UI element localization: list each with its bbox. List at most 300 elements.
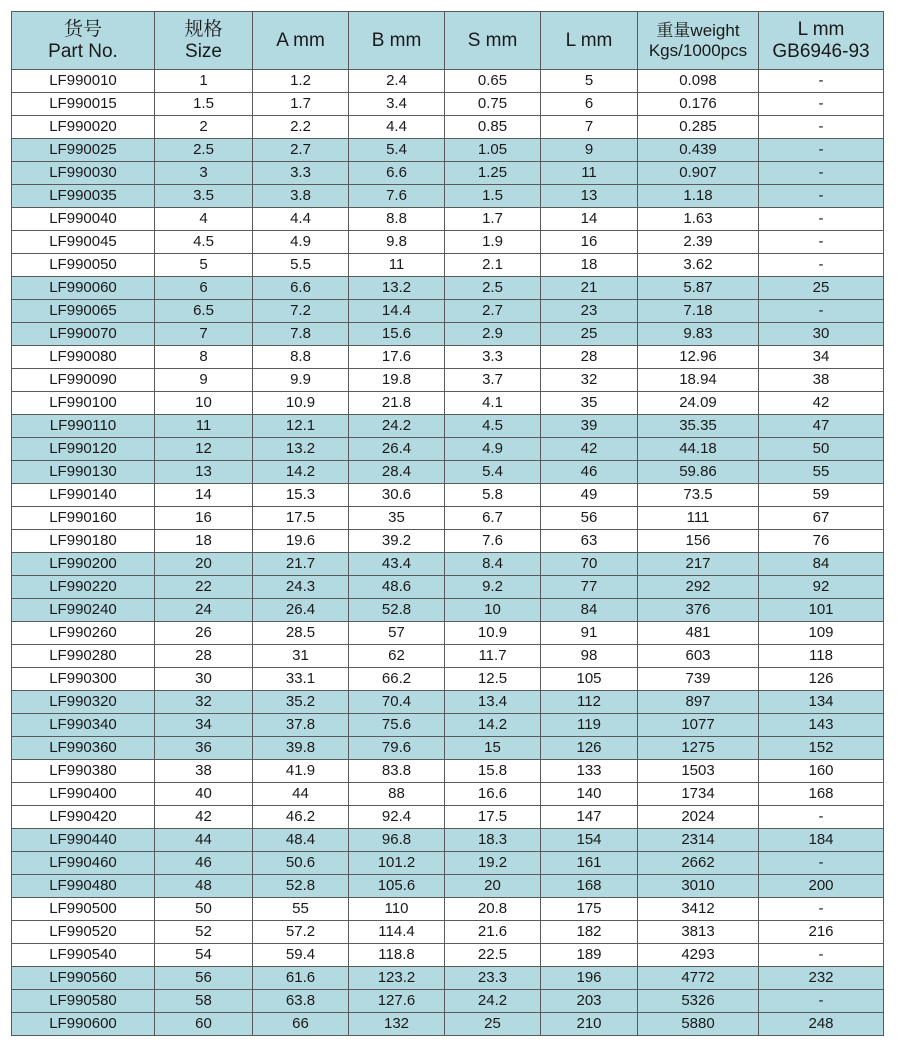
table-row: [12, 507, 884, 530]
cell-l: 7: [541, 116, 638, 139]
cell-b: 4.4: [349, 116, 445, 139]
cell-l-standard: 67: [759, 507, 884, 530]
cell-l-standard: -: [759, 116, 884, 139]
cell-s: 16.6: [445, 783, 541, 806]
cell-part-no: LF990320: [12, 691, 155, 714]
cell-size: 40: [155, 783, 253, 806]
cell-b: 114.4: [349, 921, 445, 944]
cell-b: 2.4: [349, 70, 445, 93]
cell-l-standard: 143: [759, 714, 884, 737]
cell-weight: 12.96: [638, 346, 759, 369]
cell-part-no: LF990440: [12, 829, 155, 852]
cell-part-no: LF990050: [12, 254, 155, 277]
cell-size: 34: [155, 714, 253, 737]
cell-size: 5: [155, 254, 253, 277]
cell-s: 2.7: [445, 300, 541, 323]
table-row: [12, 714, 884, 737]
cell-l: 28: [541, 346, 638, 369]
cell-s: 14.2: [445, 714, 541, 737]
cell-l-standard: 184: [759, 829, 884, 852]
cell-part-no: LF990030: [12, 162, 155, 185]
cell-weight: 9.83: [638, 323, 759, 346]
cell-l-standard: 118: [759, 645, 884, 668]
cell-part-no: LF990600: [12, 1013, 155, 1036]
cell-l-standard: -: [759, 300, 884, 323]
cell-a: 9.9: [253, 369, 349, 392]
table-row: [12, 691, 884, 714]
table-row: [12, 875, 884, 898]
cell-b: 101.2: [349, 852, 445, 875]
cell-l-standard: 216: [759, 921, 884, 944]
cell-l: 140: [541, 783, 638, 806]
cell-s: 1.05: [445, 139, 541, 162]
cell-size: 10: [155, 392, 253, 415]
cell-size: 58: [155, 990, 253, 1013]
cell-l: 203: [541, 990, 638, 1013]
cell-a: 10.9: [253, 392, 349, 415]
cell-size: 26: [155, 622, 253, 645]
cell-s: 2.5: [445, 277, 541, 300]
table-row: [12, 231, 884, 254]
cell-part-no: LF990025: [12, 139, 155, 162]
header-size-cn: 规格: [184, 18, 223, 40]
table-row: [12, 346, 884, 369]
cell-a: 35.2: [253, 691, 349, 714]
header-part-no: [12, 12, 155, 70]
table-row: [12, 553, 884, 576]
cell-weight: 0.439: [638, 139, 759, 162]
header-weight-cn: 重量weight: [656, 20, 740, 40]
cell-b: 83.8: [349, 760, 445, 783]
table-row: [12, 760, 884, 783]
cell-size: 42: [155, 806, 253, 829]
cell-b: 13.2: [349, 277, 445, 300]
cell-l-standard: -: [759, 185, 884, 208]
cell-size: 2.5: [155, 139, 253, 162]
header-l: L mm: [541, 12, 638, 70]
cell-size: 12: [155, 438, 253, 461]
cell-part-no: LF990400: [12, 783, 155, 806]
cell-part-no: LF990040: [12, 208, 155, 231]
cell-l: 126: [541, 737, 638, 760]
cell-weight: 3813: [638, 921, 759, 944]
cell-l-standard: 34: [759, 346, 884, 369]
cell-size: 16: [155, 507, 253, 530]
cell-part-no: LF990540: [12, 944, 155, 967]
cell-size: 1: [155, 70, 253, 93]
cell-weight: 217: [638, 553, 759, 576]
cell-a: 41.9: [253, 760, 349, 783]
table-header: [12, 12, 884, 70]
table-row: [12, 438, 884, 461]
cell-size: 20: [155, 553, 253, 576]
table-row: [12, 737, 884, 760]
header-part-no-cn: 货号: [63, 18, 102, 40]
table-row: [12, 484, 884, 507]
cell-weight: 3412: [638, 898, 759, 921]
cell-l: 154: [541, 829, 638, 852]
cell-weight: 59.86: [638, 461, 759, 484]
cell-a: 55: [253, 898, 349, 921]
table-row: [12, 208, 884, 231]
cell-l-standard: -: [759, 208, 884, 231]
cell-s: 19.2: [445, 852, 541, 875]
cell-s: 25: [445, 1013, 541, 1036]
spec-table-container: [11, 11, 884, 1036]
cell-weight: 0.098: [638, 70, 759, 93]
cell-size: 48: [155, 875, 253, 898]
cell-b: 118.8: [349, 944, 445, 967]
cell-s: 5.8: [445, 484, 541, 507]
cell-size: 50: [155, 898, 253, 921]
cell-weight: 376: [638, 599, 759, 622]
cell-l-standard: 55: [759, 461, 884, 484]
cell-l: 112: [541, 691, 638, 714]
cell-part-no: LF990035: [12, 185, 155, 208]
cell-part-no: LF990480: [12, 875, 155, 898]
cell-l: 32: [541, 369, 638, 392]
cell-weight: 481: [638, 622, 759, 645]
cell-l-standard: 168: [759, 783, 884, 806]
cell-weight: 73.5: [638, 484, 759, 507]
cell-l: 42: [541, 438, 638, 461]
cell-a: 63.8: [253, 990, 349, 1013]
cell-size: 38: [155, 760, 253, 783]
cell-part-no: LF990090: [12, 369, 155, 392]
cell-l: 56: [541, 507, 638, 530]
table-row: [12, 461, 884, 484]
cell-b: 48.6: [349, 576, 445, 599]
cell-size: 30: [155, 668, 253, 691]
cell-s: 9.2: [445, 576, 541, 599]
cell-weight: 5326: [638, 990, 759, 1013]
cell-weight: 1077: [638, 714, 759, 737]
cell-l: 77: [541, 576, 638, 599]
cell-b: 8.8: [349, 208, 445, 231]
cell-l-standard: -: [759, 70, 884, 93]
cell-b: 9.8: [349, 231, 445, 254]
cell-weight: 18.94: [638, 369, 759, 392]
cell-a: 61.6: [253, 967, 349, 990]
header-l-standard-2: GB6946-93: [772, 40, 870, 62]
cell-l-standard: -: [759, 990, 884, 1013]
header-a: A mm: [253, 12, 349, 70]
cell-a: 7.8: [253, 323, 349, 346]
cell-weight: 5880: [638, 1013, 759, 1036]
cell-s: 23.3: [445, 967, 541, 990]
cell-a: 12.1: [253, 415, 349, 438]
cell-s: 0.85: [445, 116, 541, 139]
cell-b: 57: [349, 622, 445, 645]
cell-part-no: LF990360: [12, 737, 155, 760]
table-row: [12, 806, 884, 829]
header-weight: [638, 12, 759, 70]
cell-s: 1.7: [445, 208, 541, 231]
cell-a: 17.5: [253, 507, 349, 530]
cell-s: 5.4: [445, 461, 541, 484]
cell-b: 43.4: [349, 553, 445, 576]
header-row: [12, 12, 884, 70]
cell-l: 49: [541, 484, 638, 507]
cell-s: 21.6: [445, 921, 541, 944]
table-row: [12, 783, 884, 806]
cell-s: 10: [445, 599, 541, 622]
header-l-standard-1: L mm: [797, 18, 845, 40]
cell-weight: 4293: [638, 944, 759, 967]
cell-a: 52.8: [253, 875, 349, 898]
cell-l: 196: [541, 967, 638, 990]
cell-l-standard: 101: [759, 599, 884, 622]
table-row: [12, 829, 884, 852]
cell-s: 1.5: [445, 185, 541, 208]
cell-s: 1.9: [445, 231, 541, 254]
table-row: [12, 576, 884, 599]
cell-weight: 1503: [638, 760, 759, 783]
cell-part-no: LF990045: [12, 231, 155, 254]
cell-part-no: LF990260: [12, 622, 155, 645]
cell-weight: 1.63: [638, 208, 759, 231]
cell-l-standard: -: [759, 162, 884, 185]
cell-b: 3.4: [349, 93, 445, 116]
cell-size: 8: [155, 346, 253, 369]
table-row: [12, 70, 884, 93]
cell-l-standard: -: [759, 944, 884, 967]
cell-a: 4.4: [253, 208, 349, 231]
cell-l: 98: [541, 645, 638, 668]
cell-weight: 2314: [638, 829, 759, 852]
cell-part-no: LF990110: [12, 415, 155, 438]
cell-l: 189: [541, 944, 638, 967]
cell-weight: 44.18: [638, 438, 759, 461]
cell-weight: 739: [638, 668, 759, 691]
cell-s: 6.7: [445, 507, 541, 530]
cell-l: 84: [541, 599, 638, 622]
cell-weight: 2024: [638, 806, 759, 829]
cell-b: 88: [349, 783, 445, 806]
table-body: [12, 70, 884, 1036]
cell-l: 182: [541, 921, 638, 944]
cell-s: 1.25: [445, 162, 541, 185]
table-row: [12, 369, 884, 392]
cell-a: 50.6: [253, 852, 349, 875]
cell-s: 0.65: [445, 70, 541, 93]
cell-s: 15: [445, 737, 541, 760]
cell-size: 9: [155, 369, 253, 392]
cell-weight: 0.907: [638, 162, 759, 185]
cell-l: 175: [541, 898, 638, 921]
cell-size: 6.5: [155, 300, 253, 323]
cell-s: 2.1: [445, 254, 541, 277]
table-row: [12, 93, 884, 116]
cell-l: 25: [541, 323, 638, 346]
cell-s: 20: [445, 875, 541, 898]
cell-l: 46: [541, 461, 638, 484]
table-row: [12, 139, 884, 162]
cell-size: 6: [155, 277, 253, 300]
cell-s: 17.5: [445, 806, 541, 829]
cell-part-no: LF990010: [12, 70, 155, 93]
cell-a: 2.2: [253, 116, 349, 139]
cell-size: 4: [155, 208, 253, 231]
header-size: [155, 12, 253, 70]
table-row: [12, 254, 884, 277]
cell-l: 133: [541, 760, 638, 783]
cell-l: 39: [541, 415, 638, 438]
cell-size: 4.5: [155, 231, 253, 254]
cell-part-no: LF990130: [12, 461, 155, 484]
cell-size: 32: [155, 691, 253, 714]
spec-table: [11, 11, 884, 1036]
cell-l-standard: 50: [759, 438, 884, 461]
cell-part-no: LF990065: [12, 300, 155, 323]
cell-l: 13: [541, 185, 638, 208]
cell-b: 7.6: [349, 185, 445, 208]
cell-s: 3.3: [445, 346, 541, 369]
header-weight-en: Kgs/1000pcs: [648, 40, 748, 60]
cell-a: 31: [253, 645, 349, 668]
cell-b: 21.8: [349, 392, 445, 415]
cell-l-standard: 84: [759, 553, 884, 576]
cell-l-standard: 248: [759, 1013, 884, 1036]
cell-l: 147: [541, 806, 638, 829]
cell-l: 91: [541, 622, 638, 645]
table-row: [12, 990, 884, 1013]
cell-part-no: LF990060: [12, 277, 155, 300]
cell-l-standard: 42: [759, 392, 884, 415]
cell-b: 39.2: [349, 530, 445, 553]
cell-b: 14.4: [349, 300, 445, 323]
cell-a: 39.8: [253, 737, 349, 760]
cell-a: 7.2: [253, 300, 349, 323]
cell-a: 14.2: [253, 461, 349, 484]
cell-part-no: LF990070: [12, 323, 155, 346]
cell-l: 210: [541, 1013, 638, 1036]
cell-b: 35: [349, 507, 445, 530]
cell-b: 70.4: [349, 691, 445, 714]
cell-l-standard: 134: [759, 691, 884, 714]
cell-part-no: LF990080: [12, 346, 155, 369]
cell-l-standard: -: [759, 898, 884, 921]
cell-s: 0.75: [445, 93, 541, 116]
cell-part-no: LF990015: [12, 93, 155, 116]
header-b: B mm: [349, 12, 445, 70]
cell-l: 105: [541, 668, 638, 691]
cell-part-no: LF990340: [12, 714, 155, 737]
cell-size: 2: [155, 116, 253, 139]
cell-a: 24.3: [253, 576, 349, 599]
cell-l-standard: 25: [759, 277, 884, 300]
cell-part-no: LF990100: [12, 392, 155, 415]
cell-part-no: LF990420: [12, 806, 155, 829]
cell-size: 3.5: [155, 185, 253, 208]
cell-s: 22.5: [445, 944, 541, 967]
cell-part-no: LF990020: [12, 116, 155, 139]
cell-a: 1.2: [253, 70, 349, 93]
cell-s: 2.9: [445, 323, 541, 346]
cell-a: 33.1: [253, 668, 349, 691]
cell-l: 5: [541, 70, 638, 93]
cell-s: 10.9: [445, 622, 541, 645]
cell-weight: 2.39: [638, 231, 759, 254]
cell-l: 35: [541, 392, 638, 415]
cell-size: 56: [155, 967, 253, 990]
cell-l: 70: [541, 553, 638, 576]
cell-l-standard: 109: [759, 622, 884, 645]
cell-weight: 35.35: [638, 415, 759, 438]
cell-s: 15.8: [445, 760, 541, 783]
cell-weight: 7.18: [638, 300, 759, 323]
cell-part-no: LF990200: [12, 553, 155, 576]
cell-size: 44: [155, 829, 253, 852]
cell-l-standard: -: [759, 231, 884, 254]
cell-a: 48.4: [253, 829, 349, 852]
cell-l: 168: [541, 875, 638, 898]
table-row: [12, 530, 884, 553]
table-row: [12, 1013, 884, 1036]
cell-weight: 1275: [638, 737, 759, 760]
cell-s: 12.5: [445, 668, 541, 691]
cell-l-standard: 126: [759, 668, 884, 691]
cell-a: 8.8: [253, 346, 349, 369]
cell-part-no: LF990520: [12, 921, 155, 944]
cell-weight: 5.87: [638, 277, 759, 300]
cell-l-standard: 232: [759, 967, 884, 990]
cell-s: 18.3: [445, 829, 541, 852]
cell-b: 17.6: [349, 346, 445, 369]
cell-a: 1.7: [253, 93, 349, 116]
cell-a: 37.8: [253, 714, 349, 737]
cell-b: 96.8: [349, 829, 445, 852]
header-part-no-en: Part No.: [48, 40, 118, 62]
cell-part-no: LF990120: [12, 438, 155, 461]
cell-part-no: LF990280: [12, 645, 155, 668]
cell-size: 11: [155, 415, 253, 438]
cell-weight: 111: [638, 507, 759, 530]
cell-weight: 0.176: [638, 93, 759, 116]
table-row: [12, 415, 884, 438]
table-row: [12, 944, 884, 967]
cell-part-no: LF990500: [12, 898, 155, 921]
cell-b: 11: [349, 254, 445, 277]
cell-a: 3.8: [253, 185, 349, 208]
cell-weight: 897: [638, 691, 759, 714]
cell-size: 52: [155, 921, 253, 944]
cell-s: 11.7: [445, 645, 541, 668]
cell-weight: 603: [638, 645, 759, 668]
table-row: [12, 185, 884, 208]
cell-b: 132: [349, 1013, 445, 1036]
cell-a: 59.4: [253, 944, 349, 967]
cell-part-no: LF990240: [12, 599, 155, 622]
cell-a: 6.6: [253, 277, 349, 300]
cell-b: 62: [349, 645, 445, 668]
cell-a: 13.2: [253, 438, 349, 461]
table-row: [12, 898, 884, 921]
cell-b: 79.6: [349, 737, 445, 760]
cell-s: 3.7: [445, 369, 541, 392]
cell-s: 4.9: [445, 438, 541, 461]
cell-b: 28.4: [349, 461, 445, 484]
cell-l: 14: [541, 208, 638, 231]
cell-l: 6: [541, 93, 638, 116]
cell-l: 11: [541, 162, 638, 185]
cell-b: 127.6: [349, 990, 445, 1013]
cell-weight: 0.285: [638, 116, 759, 139]
cell-a: 44: [253, 783, 349, 806]
cell-b: 5.4: [349, 139, 445, 162]
table-row: [12, 622, 884, 645]
table-row: [12, 668, 884, 691]
